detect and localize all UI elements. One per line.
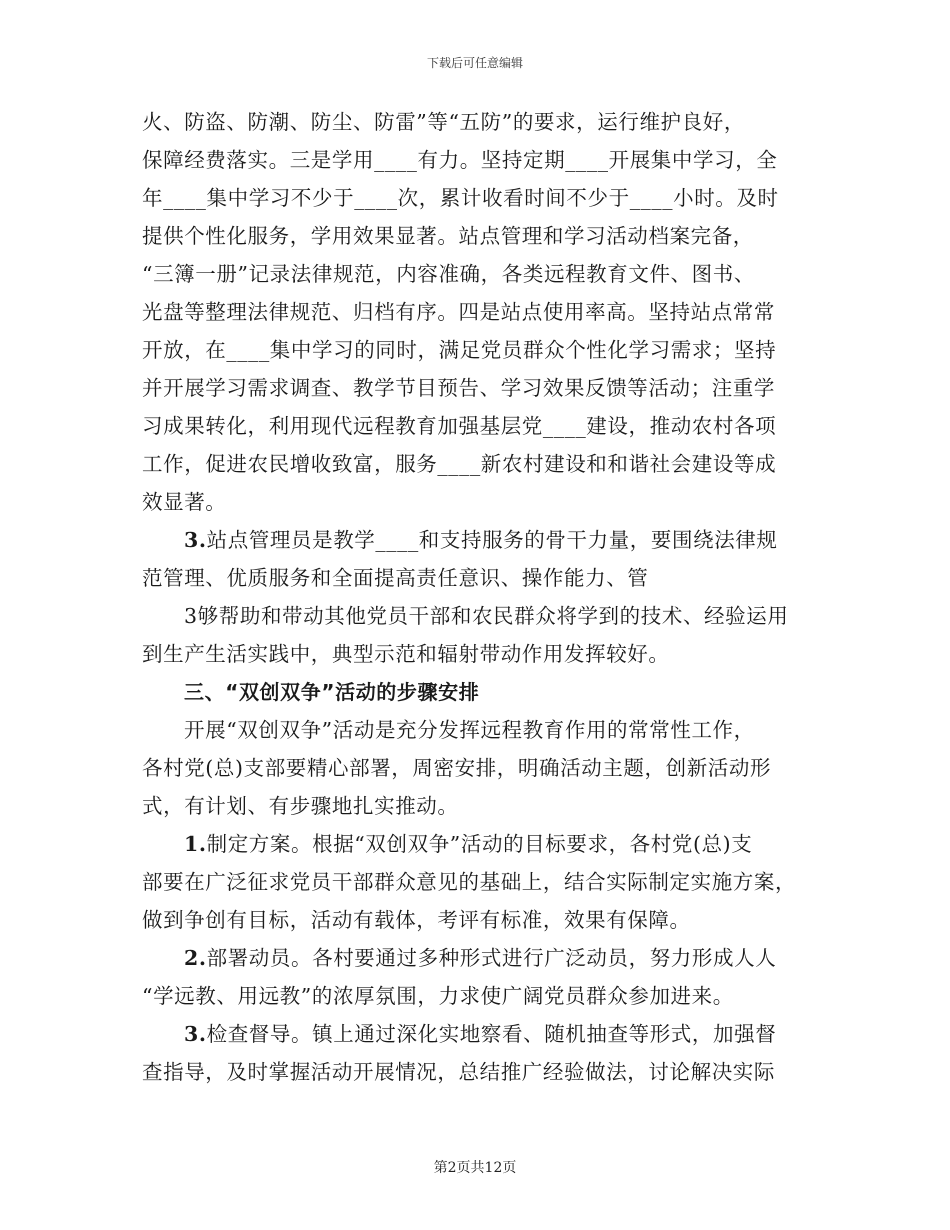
text-line [142,217,814,255]
text-line [142,141,814,179]
line-text: 部要在广泛征求党员干部群众意见的基础上，结合实际制定实施方案， [142,870,797,894]
line-text: 保障经费落实。三是学用____有力。坚持定期____开展集中学习，全 [142,148,778,172]
text-line [142,407,814,445]
line-text: 到生产生活实践中，典型示范和辐射带动作用发挥较好。 [142,642,670,666]
text-line [142,597,814,635]
line-text: 三、“双创双争”活动的步骤安排 [184,680,480,704]
line-text: 工作，促进农民增收致富，服务____新农村建设和和谐社会建设等成 [142,452,777,476]
line-text: 并开展学习需求调查、教学节目预告、学习效果反馈等活动；注重学 [142,376,775,400]
text-line [142,749,814,787]
text-line [142,483,814,521]
line-text: 做到争创有目标，活动有载体，考评有标准，效果有保障。 [142,908,691,932]
line-text: 开放，在____集中学习的同时，满足党员群众个性化学习需求；坚持 [142,338,777,362]
line-text: 式，有计划、有步骤地扎实推动。 [142,794,459,818]
line-text: 检查督导。镇上通过深化实地察看、随机抽查等形式，加强督 [206,1022,777,1046]
line-text: 年____集中学习不少于____次，累计收看时间不少于____小时。及时 [142,186,779,210]
page-footer: 第2页共12页 [433,1160,517,1176]
text-line [142,1015,814,1053]
text-line [142,863,814,901]
item-number: 1. [184,832,207,856]
item-number: 3. [184,528,207,552]
text-line [142,179,814,217]
text-line [142,293,814,331]
item-number: 3. [184,1022,207,1046]
text-line [142,255,814,293]
line-text: 效显著。 [142,490,227,514]
text-line [142,1053,814,1091]
text-line [142,559,814,597]
line-text: 站点管理员是教学____和支持服务的骨干力量，要围绕法律规 [206,528,778,552]
text-line [142,977,814,1015]
text-line [142,939,814,977]
text-line [142,103,814,141]
text-line [142,711,814,749]
line-text: 查指导，及时掌握活动开展情况，总结推广经验做法，讨论解决实际 [142,1060,775,1084]
line-text: “学远教、用远教”的浓厚氛围，力求使广阔党员群众参加进来。 [142,984,734,1008]
text-line [142,787,814,825]
line-text: “三簿一册”记录法律规范，内容准确，各类远程教育文件、图书、 [142,262,755,286]
text-line [142,825,814,863]
line-text: 范管理、优质服务和全面提高责任意识、操作能力、管 [142,566,649,590]
page-header: 下载后可任意编辑 [426,56,523,70]
text-line [142,521,814,559]
line-text: 火、防盗、防潮、防尘、防雷”等“五防”的要求，运行维护良好， [142,110,745,134]
line-text: 习成果转化，利用现代远程教育加强基层党____建设，推动农村各项 [142,414,777,438]
line-text: 提供个性化服务，学用效果显著。站点管理和学习活动档案完备， [142,224,754,248]
text-line [142,635,814,673]
line-text: 部署动员。各村要通过多种形式进行广泛动员，努力形成人人 [206,946,777,970]
line-text: 开展“双创双争”活动是充分发挥远程教育作用的常常性工作， [184,718,755,742]
text-line [142,331,814,369]
document-body [142,103,814,1091]
text-line [142,445,814,483]
line-text: 制定方案。根据“双创双争”活动的目标要求，各村党(总)支 [206,832,753,856]
item-number: 2. [184,946,207,970]
line-text: 光盘等整理法律规范、归档有序。四是站点使用率高。坚持站点常常 [142,300,775,324]
section-heading [142,673,814,711]
line-text: 各村党(总)支部要精心部署，周密安排，明确活动主题，创新活动形 [142,756,772,780]
line-text: 3够帮助和带动其他党员干部和农民群众将学到的技术、经验运用 [184,604,789,628]
text-line [142,369,814,407]
text-line [142,901,814,939]
